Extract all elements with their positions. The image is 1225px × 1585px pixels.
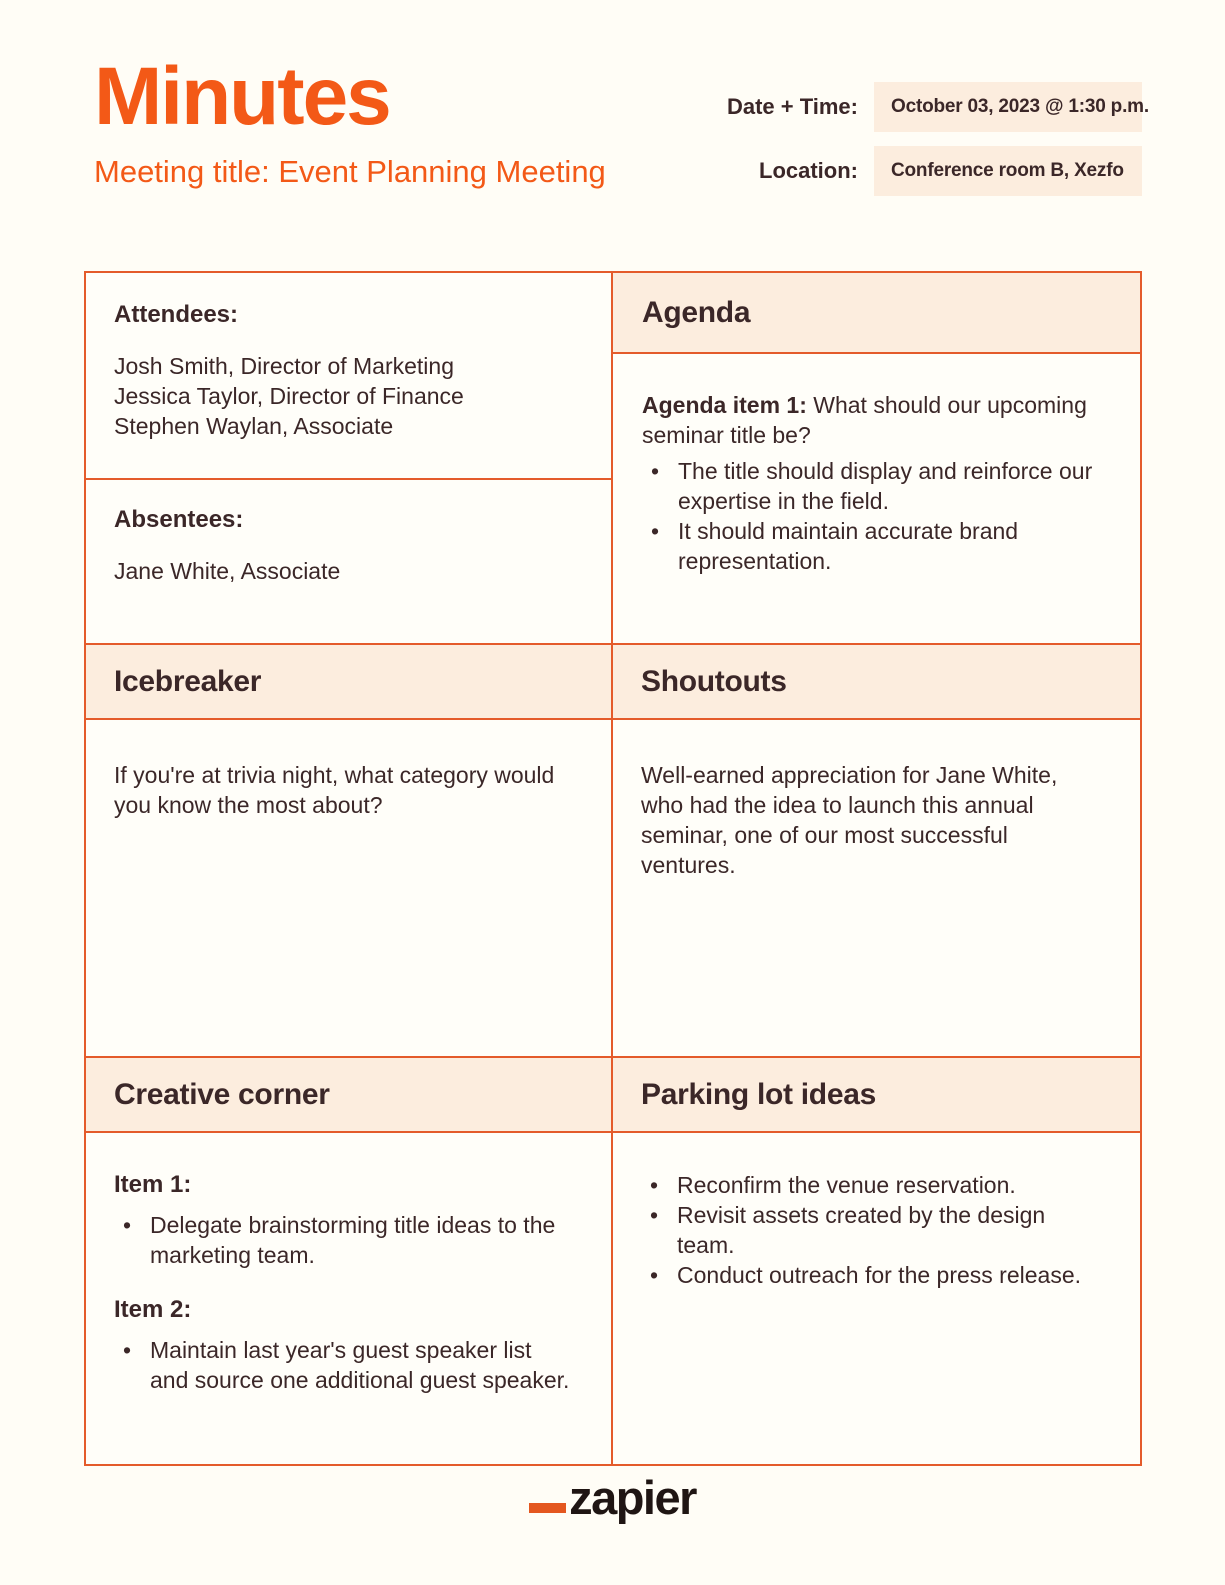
meta-block — [726, 82, 1149, 210]
parking-lot-bullet: • Revisit assets created by the design team. — [641, 1200, 1100, 1260]
minutes-table — [84, 271, 1142, 1466]
zapier-logo-underscore-icon — [529, 1503, 566, 1513]
shoutouts-header-cell — [613, 645, 1140, 718]
icebreaker-shoutouts-header-row — [86, 643, 1140, 720]
item-2-bullet-list — [114, 1335, 571, 1395]
attendees-label: Attendees: — [114, 301, 239, 328]
meeting-title-subtitle: Meeting title: Event Planning Meeting — [94, 154, 606, 189]
agenda-header-cell — [613, 273, 1140, 354]
agenda-bullet-list — [642, 456, 1106, 576]
parking-lot-header-cell — [613, 1058, 1140, 1131]
location-row — [727, 146, 1142, 196]
absentees-label: Absentees: — [114, 506, 244, 533]
icebreaker-body-cell — [86, 720, 613, 1056]
item-1-bullet-list — [114, 1210, 571, 1270]
parking-lot-bullet: • Conduct outreach for the press release. — [641, 1260, 1100, 1290]
parking-lot-bullet: • Reconfirm the venue reservation. — [641, 1170, 1100, 1200]
creative-item-1 — [114, 1170, 571, 1270]
parking-lot-section-title: Parking lot ideas — [641, 1077, 876, 1111]
creative-corner-section-title: Creative corner — [114, 1077, 330, 1111]
icebreaker-header-cell — [86, 645, 613, 718]
date-time-value: October 03, 2023 @ 1:30 p.m. — [874, 82, 1142, 132]
location-label: Location: — [759, 158, 858, 183]
attendee-line: Josh Smith, Director of Marketing — [114, 353, 455, 379]
icebreaker-shoutouts-body-row — [86, 720, 1140, 1056]
date-time-row — [726, 82, 1149, 132]
agenda-bullet: • It should maintain accurate brand representation. — [642, 516, 1106, 576]
parking-lot-body-cell — [613, 1133, 1140, 1464]
item-2-label: Item 2: — [114, 1296, 192, 1323]
agenda-body-cell — [613, 354, 1140, 643]
attendee-line: Jessica Taylor, Director of Finance — [114, 383, 464, 409]
agenda-item-question: What should our upcoming seminar title be? — [642, 392, 1087, 448]
absentees-cell — [86, 480, 611, 643]
masthead — [94, 51, 606, 190]
shoutouts-text: Well-earned appreciation for Jane White, who had the idea to launch this annual seminar, one of our most successful ventures. — [641, 762, 1058, 878]
absentees-list — [114, 556, 581, 586]
footer — [0, 1471, 1225, 1524]
creative-parking-body-row — [86, 1133, 1140, 1464]
icebreaker-text: If you're at trivia night, what category would you know the most about? — [114, 762, 555, 818]
creative-parking-header-row — [86, 1056, 1140, 1133]
agenda-item-label: Agenda item 1: — [642, 392, 807, 418]
zapier-logo — [529, 1471, 696, 1524]
shoutouts-section-title: Shoutouts — [641, 664, 787, 698]
parking-lot-bullet-list — [641, 1170, 1100, 1290]
agenda-section-title: Agenda — [642, 295, 751, 329]
creative-corner-header-cell — [86, 1058, 613, 1131]
date-time-label: Date + Time: — [726, 94, 858, 119]
agenda-column — [613, 273, 1140, 643]
attendees-cell — [86, 273, 611, 480]
agenda-bullet: • The title should display and reinforce our expertise in the field. — [642, 456, 1106, 516]
page-title: Minutes — [94, 51, 390, 142]
icebreaker-section-title: Icebreaker — [114, 664, 262, 698]
top-section — [86, 273, 1140, 643]
location-value: Conference room B, Xezfo — [874, 146, 1142, 196]
zapier-logo-text: zapier — [569, 1471, 696, 1524]
attendees-list — [114, 351, 581, 441]
shoutouts-body-cell — [613, 720, 1140, 1056]
item-1-label: Item 1: — [114, 1171, 192, 1198]
creative-corner-body-cell — [86, 1133, 613, 1464]
attendee-line: Stephen Waylan, Associate — [114, 413, 394, 439]
item-1-bullet: • Delegate brainstorming title ideas to the marketing team. — [114, 1210, 571, 1270]
creative-item-2 — [114, 1295, 571, 1395]
item-2-bullet: • Maintain last year's guest speaker list and source one additional guest speaker. — [114, 1335, 571, 1395]
agenda-item-text — [642, 390, 1106, 450]
absentee-line: Jane White, Associate — [114, 558, 341, 584]
attendance-column — [86, 273, 613, 643]
